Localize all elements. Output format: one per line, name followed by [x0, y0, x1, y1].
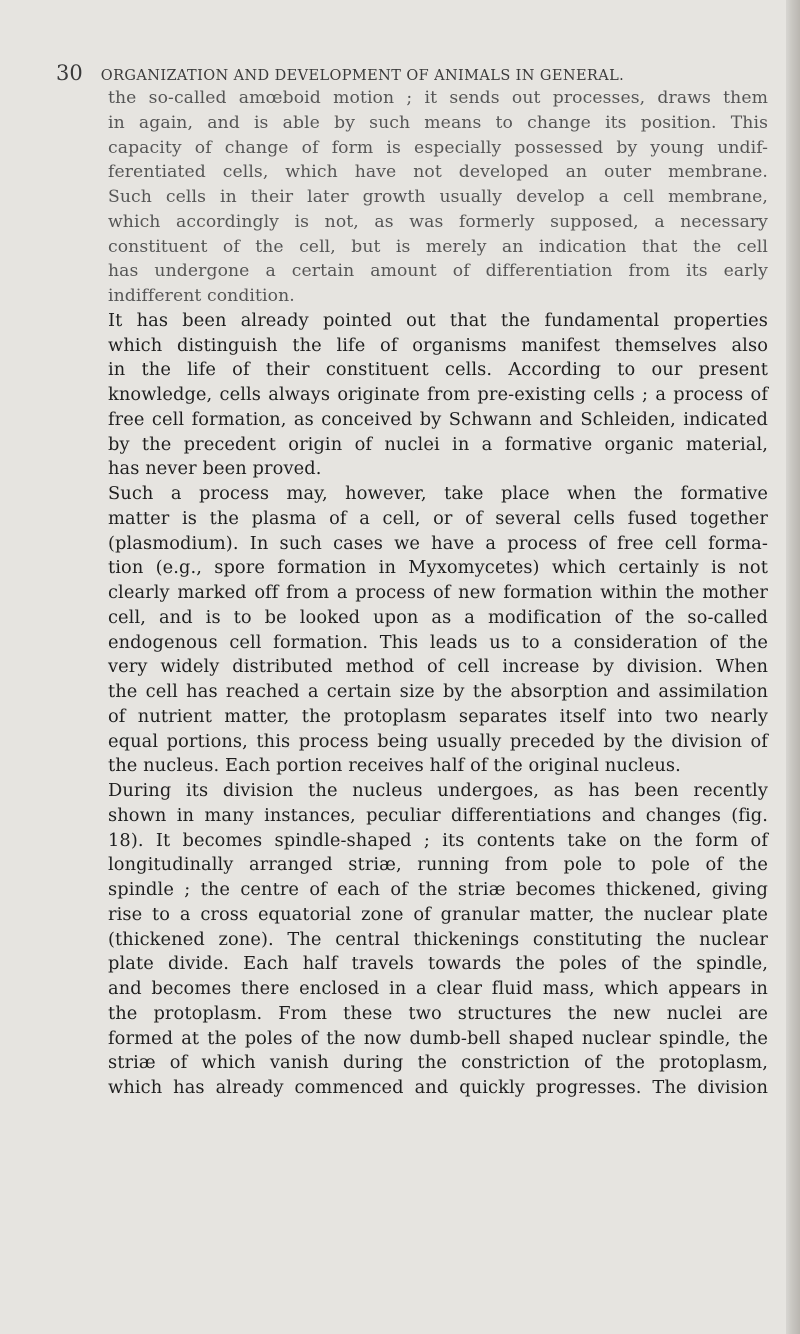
text-line: of nutrient matter, the protoplasm separates itself into two nearly [108, 705, 768, 727]
text-line: in the life of their constituent cells. According to our present [108, 359, 768, 381]
text-line: (plasmodium). In such cases we have a process of free cell forma- [108, 532, 768, 554]
text-line: Such a process may, however, take place when the formative [108, 483, 768, 504]
text-line: equal portions, this process being usually preceded by the division of [108, 730, 768, 752]
text-line: tion (e.g., spore formation in Myxomycetes) which certainly is not [108, 557, 768, 579]
text-line: the nucleus. Each portion receives half of the original nucleus. [108, 755, 681, 777]
text-line: the protoplasm. From these two structures the new nuclei are [108, 1002, 768, 1024]
text-line: shown in many instances, peculiar differentiations and changes (fig. [108, 804, 768, 826]
text-line: in again, and is able by such means to change its position. This [108, 112, 768, 133]
text-line: the cell has reached a certain size by the absorption and assimilation [108, 681, 768, 702]
body-text [108, 86, 768, 1101]
text-line: striæ of which vanish during the constriction of the protoplasm, [108, 1052, 768, 1074]
text-line: rise to a cross equatorial zone of granular matter, the nuclear plate [108, 903, 768, 925]
text-line: matter is the plasma of a cell, or of several cells fused together [108, 507, 768, 529]
text-line: spindle ; the centre of each of the striæ becomes thickened, giving [108, 879, 768, 900]
text-line: It has been already pointed out that the fundamental properties [108, 309, 768, 331]
text-line: free cell formation, as conceived by Schwann and Schleiden, indicated [108, 408, 768, 430]
running-title: ORGANIZATION AND DEVELOPMENT OF ANIMALS IN GENERAL. [100, 68, 625, 84]
text-line: Such cells in their later growth usually develop a cell membrane, [108, 187, 768, 207]
text-line: knowledge, cells always originate from pre-existing cells ; a process of [108, 384, 768, 405]
text-line: 18). It becomes spindle-shaped ; its contents take on the form of [108, 829, 768, 851]
text-line: ferentiated cells, which have not developed an outer membrane. [108, 162, 768, 183]
text-line: formed at the poles of the now dumb-bell shaped nuclear spindle, the [108, 1027, 768, 1049]
text-line: endogenous cell formation. This leads us to a consideration of the [108, 631, 768, 653]
text-line: indifferent condition. [108, 286, 295, 306]
text-line: very widely distributed method of cell increase by division. When [108, 656, 768, 678]
text-line: (thickened zone). The central thickenings constituting the nuclear [108, 928, 768, 950]
text-line: which distinguish the life of organisms manifest themselves also [108, 334, 768, 356]
text-line: and becomes there enclosed in a clear fluid mass, which appears in [108, 978, 768, 999]
text-line: clearly marked off from a process of new formation within the mother [108, 582, 768, 603]
text-line: constituent of the cell, but is merely an indication that the cell [108, 236, 768, 257]
text-line: longitudinally arranged striæ, running from pole to pole of the [108, 854, 768, 876]
text-line: which accordingly is not, as was formerly supposed, a necessary [108, 211, 768, 232]
text-line: the so-called amœboid motion ; it sends out processes, draws them [108, 88, 768, 108]
text-line: which has already commenced and quickly progresses. The division [108, 1077, 768, 1098]
text-line: by the precedent origin of nuclei in a formative organic material, [108, 433, 768, 455]
text-line: has never been proved. [108, 458, 322, 480]
text-line: has undergone a certain amount of differentiation from its early [108, 261, 768, 282]
text-line: During its division the nucleus undergoes, as has been recently [108, 780, 768, 801]
text-line: plate divide. Each half travels towards the poles of the spindle, [108, 953, 768, 975]
text-line: cell, and is to be looked upon as a modification of the so-called [108, 606, 768, 628]
page-gutter-shadow [786, 0, 800, 1334]
running-head [56, 60, 756, 89]
text-line: capacity of change of form is especially possessed by young undif- [108, 137, 768, 158]
page-number: 30 [56, 61, 83, 85]
